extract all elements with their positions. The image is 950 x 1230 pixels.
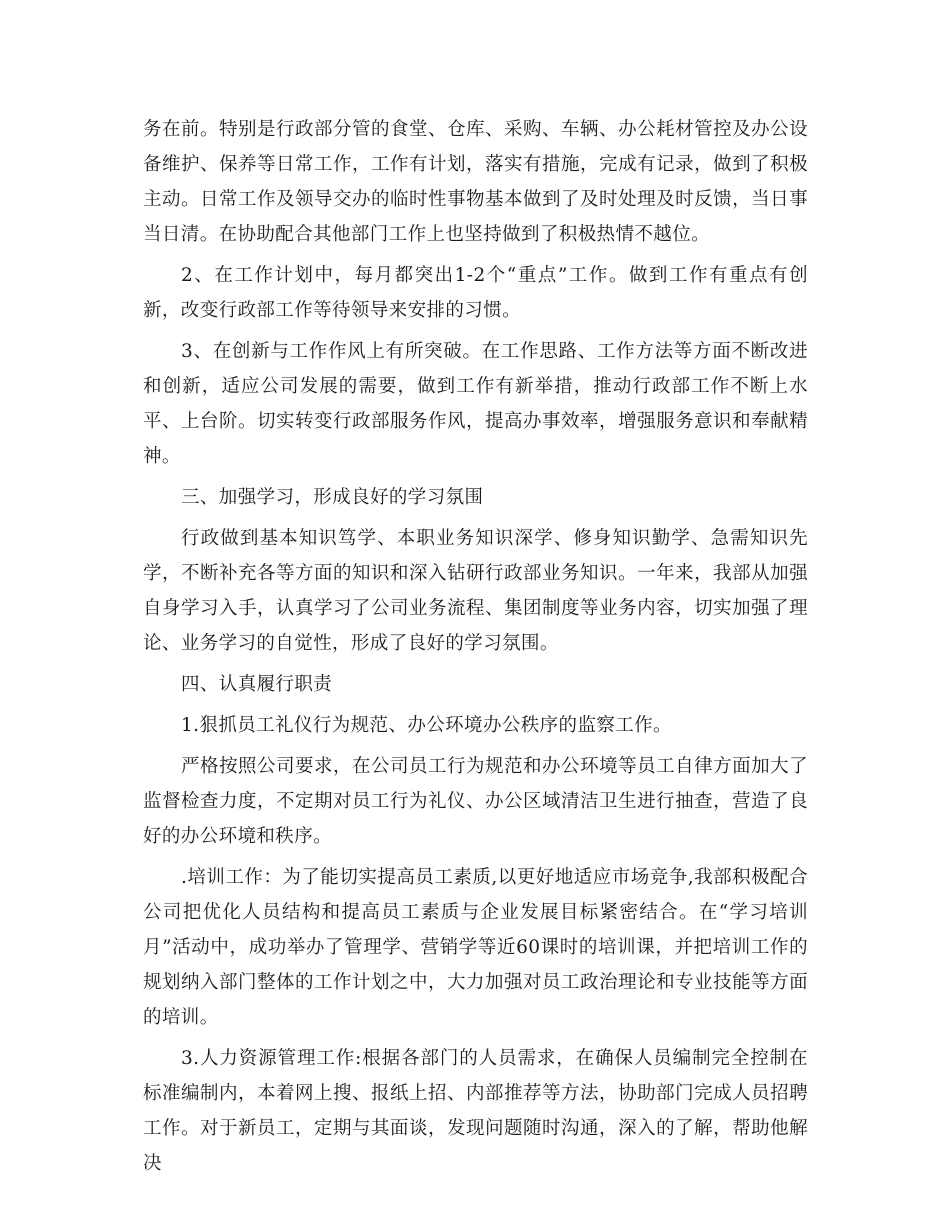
paragraph-study: 行政做到基本知识笃学、本职业务知识深学、修身知识勤学、急需知识先学，不断补充各等方面的知识和深入钻研行政部业务知识。一年来，我部从加强自身学习入手，认真学习了公司业务流程、集团制度等业务内容，切实加强了理论、业务学习的自觉性，形成了良好的学习氛围。 [143, 528, 808, 654]
paragraph-item-2: 2、在工作计划中，每月都突出1-2个“重点”工作。做到工作有重点有创新，改变行政部工作等待领导来安排的习惯。 [143, 265, 808, 321]
paragraph-training: .培训工作：为了能切实提高员工素质,以更好地适应市场竞争,我部积极配合公司把优化人员结构和提高员工素质与企业发展目标紧密结合。在“学习培训月”活动中，成功举办了管理学、营销学等近60课时的培训课，并把培训工作的规划纳入部门整体的工作计划之中，大力加强对员工政治理论和专业技能等方面的培训。 [143, 867, 808, 1028]
section-heading-study: 三、加强学习，形成良好的学习氛围 [181, 487, 484, 508]
paragraph-duty-1-detail: 严格按照公司要求，在公司员工行为规范和办公环境等员工自律方面加大了监督检查力度，不定期对员工行为礼仪、办公区域清洁卫生进行抽查，营造了良好的办公环境和秩序。 [143, 756, 808, 847]
paragraph-duty-1: 1.狠抓员工礼仪行为规范、办公环境办公秩序的监察工作。 [181, 715, 672, 736]
section-heading-duties: 四、认真履行职责 [181, 674, 333, 695]
document-body [143, 112, 808, 1187]
paragraph-item-3: 3、在创新与工作作风上有所突破。在工作思路、工作方法等方面不断改进和创新，适应公司发展的需要，做到工作有新举措，推动行政部工作不断上水平、上台阶。切实转变行政部服务作风，提高办事效率，增强服务意识和奉献精神。 [143, 341, 808, 467]
paragraph-continuation: 务在前。特别是行政部分管的食堂、仓库、采购、车辆、办公耗材管控及办公设备维护、保养等日常工作，工作有计划，落实有措施，完成有记录，做到了积极主动。日常工作及领导交办的临时性事物基本做到了及时处理及时反馈，当日事当日清。在协助配合其他部门工作上也坚持做到了积极热情不越位。 [143, 119, 808, 245]
paragraph-hr: 3.人力资源管理工作:根据各部门的人员需求，在确保人员编制完全控制在标准编制内，本着网上搜、报纸上招、内部推荐等方法，协助部门完成人员招聘工作。对于新员工，定期与其面谈，发现问题随时沟通，深入的了解，帮助他解决 [143, 1048, 808, 1174]
